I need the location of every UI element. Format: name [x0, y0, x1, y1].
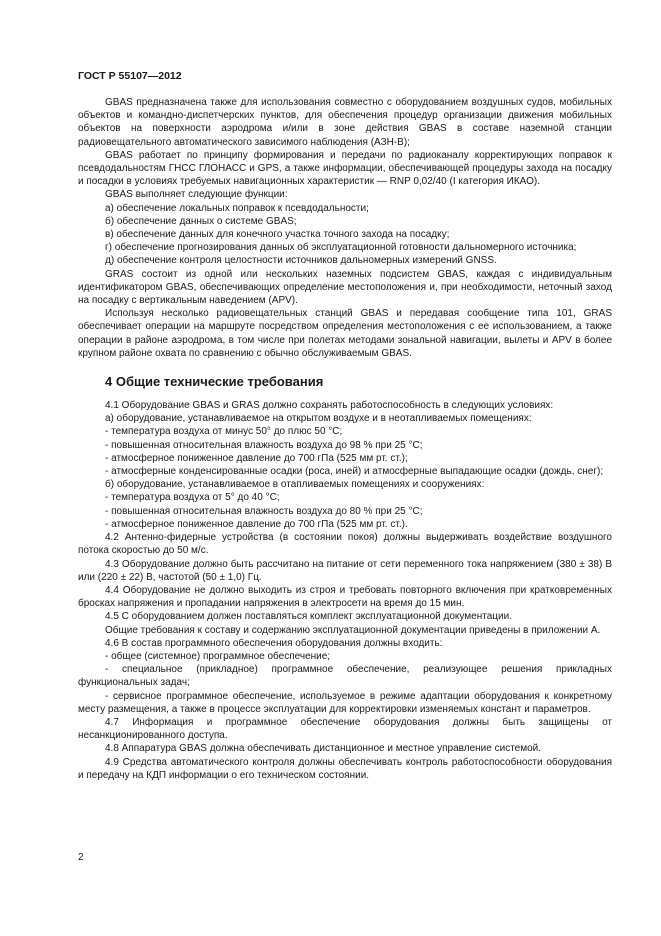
section-paragraph: 4.4 Оборудование не должно выходить из строя и требовать повторного включения при кратковременных бросках напряжения и пропадании напряжения в электросети на время до 15 мин. [78, 584, 612, 610]
section-paragraph: - специальное (прикладное) программное обеспечение, реализующее решения прикладных функциональных задач; [78, 664, 612, 689]
document-header: ГОСТ Р 55107—2012 [78, 70, 182, 82]
section-paragraph: - атмосферное пониженное давление до 700 гПа (525 мм рт. ст.). [105, 518, 408, 530]
section-paragraph: - атмосферное пониженное давление до 700 гПа (525 мм рт. ст.); [105, 452, 408, 464]
section-paragraph: 4.3 Оборудование должно быть рассчитано на питание от сети переменного тока напряжением (380 ± 38) В или (220 ± 22) В, частотой (50 ± 1,0) Гц. [78, 558, 612, 583]
section-heading: 4 Общие технические требования [105, 374, 324, 390]
section-paragraph: - повышенная относительная влажность воздуха до 80 % при 25 °С; [105, 505, 423, 517]
section-paragraph: Общие требования к составу и содержанию эксплуатационной документации приведены в приложении А. [105, 624, 601, 636]
section-paragraph: а) оборудование, устанавливаемое на открытом воздухе и в неотапливаемых помещениях: [105, 413, 532, 425]
section-paragraph: - повышенная относительная влажность воздуха до 98 % при 25 °С; [105, 439, 423, 451]
section-paragraph: б) оборудование, устанавливаемое в отапливаемых помещениях и сооружениях: [105, 479, 485, 491]
document-page [78, 70, 612, 781]
section-paragraph: - атмосферные конденсированные осадки (роса, иней) и атмосферные выпадающие осадки (дождь, снег); [105, 466, 604, 478]
section-paragraph: 4.7 Информация и программное обеспечение оборудования должны быть защищены от несанкционированного доступа. [78, 716, 612, 742]
section-paragraph: - температура воздуха от 5° до 40 °С; [105, 492, 280, 504]
section-paragraph: 4.8 Аппаратура GBAS должна обеспечивать дистанционное и местное управление системой. [105, 743, 542, 755]
document-body [78, 96, 612, 782]
intro-paragraph: GBAS предназначена также для использования совместно с оборудованием воздушных судов, мобильных объектов и командно-диспетчерских пунктов, для обеспечения процедур организации движения мобильных объектов на поверхности аэродрома и/или в зоне действия GBAS в составе наземной станции радиовещательного автоматического зависимого наблюдения (АЗН-В); [78, 97, 612, 148]
section-paragraph: 4.2 Антенно-фидерные устройства (в состоянии покоя) должны выдерживать воздействие воздушного потока скоростью до 50 м/с. [78, 532, 612, 557]
intro-paragraph: GRAS состоит из одной или нескольких наземных подсистем GBAS, каждая с индивидуальным идентификатором GBAS, обеспечивающих определение местоположения и, при необходимости, неточный заход на посадку с вертикальным наведением (APV). [78, 268, 612, 307]
section-paragraph: 4.6 В состав программного обеспечения оборудования должны входить: [105, 637, 443, 649]
section-paragraph: 4.1 Оборудование GBAS и GRAS должно сохранять работоспособность в следующих условиях: [105, 400, 554, 412]
section-paragraph: 4.5 С оборудованием должен поставляться комплект эксплуатационной документации. [105, 611, 512, 623]
function-list-item: г) обеспечение прогнозирования данных об эксплуатационной готовности дальномерного источника; [105, 242, 577, 254]
section-paragraph: - температура воздуха от минус 50° до плюс 50 °С; [105, 426, 343, 438]
function-list-item: б) обеспечение данных о системе GBAS; [105, 215, 297, 227]
function-list-item: д) обеспечение контроля целостности источников дальномерных измерений GNSS. [105, 255, 497, 267]
function-list-item: а) обеспечение локальных поправок к псевдодальности; [105, 202, 369, 214]
section-paragraph: 4.9 Средства автоматического контроля должны обеспечивать контроль работоспособности оборудования и передачу на КДП информации о его техническом состоянии. [78, 756, 612, 781]
intro-paragraph: GBAS выполняет следующие функции: [105, 189, 288, 201]
intro-paragraph: Используя несколько радиовещательных станций GBAS и передавая сообщение типа 101, GRAS обеспечивает операции на маршруте посредством определения местоположения с ее использованием, а также операции в районе аэродрома, в том числе при полетах методами зональной навигации, вылеты и APV в более крупном районе охвата по сравнению с обычно обслуживаемым GBAS. [78, 308, 612, 359]
section-paragraph: - общее (системное) программное обеспечение; [105, 650, 331, 662]
section-paragraph: - сервисное программное обеспечение, используемое в режиме адаптации оборудования к конкретному месту размещения, а также в процессе эксплуатации для корректировки изменяемых констант и параметров. [78, 690, 612, 715]
intro-paragraph: GBAS работает по принципу формирования и передачи по радиоканалу корректирующих поправок к псевдодальностям ГНСС ГЛОНАСС и GPS, а также информации, обеспечивающей процедуры захода на посадку и посадки в условиях требуемых навигационных характеристик — RNP 0,02/40 (I категория ИКАО). [78, 149, 612, 188]
function-list-item: в) обеспечение данных для конечного участка точного захода на посадку; [105, 229, 450, 241]
page-number: 2 [78, 852, 84, 863]
